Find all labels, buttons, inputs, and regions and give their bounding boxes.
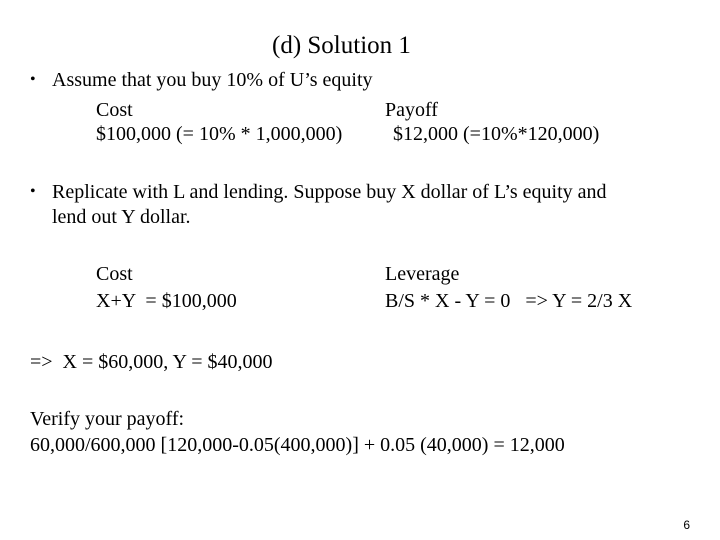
cost-value: $100,000 (= 10% * 1,000,000) <box>96 123 343 145</box>
bullet-2-line-2: lend out Y dollar. <box>52 206 191 228</box>
payoff-header: Payoff <box>385 99 438 121</box>
cost-equation: X+Y = $100,000 <box>96 290 237 312</box>
leverage-equation: B/S * X - Y = 0 => Y = 2/3 X <box>385 290 633 312</box>
verify-equation: 60,000/600,000 [120,000-0.05(400,000)] + 0.05 (40,000) = 12,000 <box>30 434 565 456</box>
slide-title: (d) Solution 1 <box>272 32 411 59</box>
page-number: 6 <box>683 518 690 532</box>
leverage-header: Leverage <box>385 263 460 285</box>
bullet-2-line-1: Replicate with L and lending. Suppose buy X dollar of L’s equity and <box>52 181 607 203</box>
replication-cost-header: Cost <box>96 263 133 285</box>
bullet-1-marker: • <box>30 71 36 88</box>
cost-header: Cost <box>96 99 133 121</box>
verify-heading: Verify your payoff: <box>30 408 185 430</box>
bullet-2-marker: • <box>30 183 36 200</box>
payoff-value: $12,000 (=10%*120,000) <box>393 123 600 145</box>
bullet-1-text: Assume that you buy 10% of U’s equity <box>52 69 373 91</box>
result-line: => X = $60,000, Y = $40,000 <box>30 351 273 373</box>
